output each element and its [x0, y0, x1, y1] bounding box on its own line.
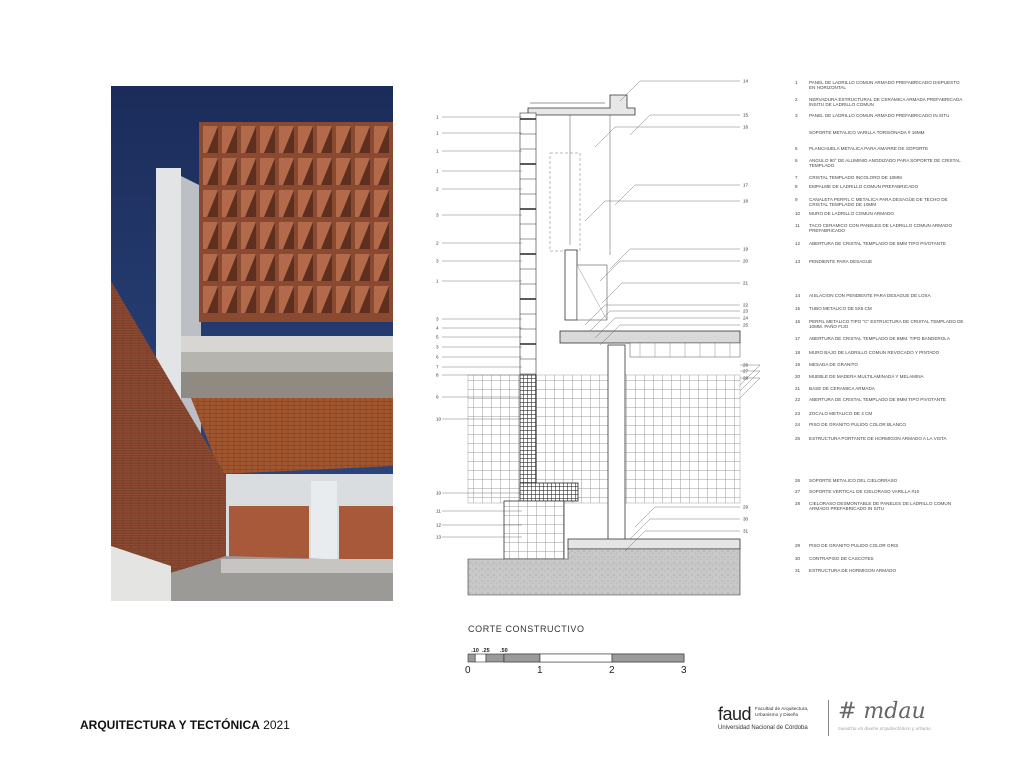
legend-number: 5	[795, 146, 798, 151]
scale-bar	[460, 644, 692, 684]
right-callout-number: 14	[743, 78, 749, 84]
scale-main-label: 0	[465, 665, 471, 676]
legend-text: CONTRAPISO DE CASCOTES	[809, 556, 874, 561]
left-callout-number: 12	[436, 522, 442, 528]
legend-item	[795, 211, 965, 216]
left-callout-number: 1	[436, 168, 439, 174]
legend-number: 29	[795, 543, 801, 548]
legend-number: 16	[795, 319, 801, 324]
legend-text: NERVADURA ESTRUCTURAL DE CERÁMICA ARMADA PREFABRICADA INSITU DE LADRILLO COMUN	[809, 97, 963, 108]
legend-item	[795, 146, 965, 151]
legend-list	[795, 80, 965, 580]
logo-divider	[828, 700, 829, 736]
right-callout-number: 25	[743, 322, 749, 328]
right-callout-line	[620, 81, 740, 101]
legend-number: 6	[795, 158, 798, 163]
right-callout-line	[595, 127, 740, 147]
right-callout-number: 30	[743, 516, 749, 522]
footer-title-year: 2021	[263, 718, 290, 732]
faud-subtitle-line-2: Urbanismo y Diseño	[755, 712, 799, 718]
legend-number: 31	[795, 568, 801, 573]
legend-number: 11	[795, 223, 800, 228]
legend-number: 22	[795, 397, 801, 402]
legend-item	[795, 350, 965, 355]
legend-text: MUEBLE DE MADERA MULTILAMINADA Y MELAMINA	[809, 374, 924, 379]
legend-item	[795, 293, 965, 298]
left-callout-number: 3	[436, 344, 439, 350]
legend-text: ESTRUCTURA DE HORMIGON ARMADO	[809, 568, 897, 573]
left-callout-number: 11	[436, 508, 441, 514]
legend-item	[795, 184, 965, 189]
left-callout-number: 2	[436, 240, 439, 246]
legend-number: 21	[795, 386, 801, 391]
left-callout-number: 2	[436, 186, 439, 192]
legend-item	[795, 543, 965, 548]
right-callout-number: 22	[743, 302, 749, 308]
legend-item	[795, 197, 965, 207]
legend-item	[795, 336, 965, 341]
legend-text: MESADA DE GRANITO	[809, 362, 858, 367]
left-callout-number: 13	[436, 534, 442, 540]
legend-text: PANEL DE LADRILLO COMUN ARMADO PREFABRICADO DISPUESTO EN HORIZONTAL	[809, 80, 960, 91]
legend-text: ESTRUCTURA PORTANTE DE HORMIGON ARMADO A LA VISTA	[809, 436, 947, 441]
left-callout-number: 5	[436, 334, 439, 340]
left-callout-number: 3	[436, 258, 439, 264]
legend-text: PANEL DE LADRILLO COMUN ARMADO PREFABRICADO IN SITU	[809, 113, 950, 118]
faud-subtitle-line-1: Facultad de Arquitectura,	[755, 707, 809, 712]
right-callout-number: 18	[743, 198, 749, 204]
right-callout-number: 26	[743, 362, 749, 368]
legend-item	[795, 80, 965, 90]
legend-item	[795, 436, 965, 441]
left-callout-number: 3	[436, 212, 439, 218]
right-callout-number: 19	[743, 246, 749, 252]
legend-text: PISO DE GRANITO PULIDO COLOR GRIS	[809, 543, 899, 548]
right-callout-line	[600, 261, 740, 281]
legend-item	[795, 568, 965, 573]
left-callout-number: 9	[436, 394, 439, 400]
legend-item	[795, 175, 965, 180]
legend-item	[795, 397, 965, 402]
legend-number: 17	[795, 336, 801, 341]
legend-text: AISLACION CON PENDIENTE PARA DESAGUE DE LOSA	[809, 293, 931, 298]
legend-text: TACO CERAMICO CON PANELES DE LADRILLO COMUN ARMADO PREFABRICADO	[809, 223, 953, 234]
right-callout-line	[630, 115, 740, 135]
legend-number: 26	[795, 478, 801, 483]
faud-wordmark: faud	[718, 704, 752, 724]
legend-item	[795, 501, 965, 511]
legend-item	[795, 130, 965, 135]
legend-number: 1	[795, 80, 798, 85]
legend-number: 20	[795, 374, 801, 379]
right-callout-line	[635, 507, 740, 527]
construction-section-drawing	[420, 75, 765, 605]
right-callout-line	[630, 519, 740, 539]
legend-text: EMPALME DE LADRILLO COMUN PREFABRICADO	[809, 184, 919, 189]
right-callout-number: 23	[743, 308, 749, 314]
building-photo	[111, 86, 393, 601]
legend-number: 19	[795, 362, 801, 367]
right-callout-number: 31	[743, 528, 749, 534]
legend-text: CIELORASO DESMONTABLE DE PANELES DE LADRILLO COMUN ARMADO PREFABRICADO IN SITU	[809, 501, 952, 512]
legend-number: 24	[795, 422, 801, 427]
right-callout-line	[615, 185, 740, 205]
scale-main-label: 2	[609, 665, 615, 676]
legend-item	[795, 158, 965, 168]
legend-number: 2	[795, 97, 798, 102]
left-callout-number: 4	[436, 325, 439, 331]
legend-number: 12	[795, 241, 801, 246]
left-callout-number: 7	[436, 364, 439, 370]
legend-text: PISO DE GRANITO PULIDO COLOR BLANCO	[809, 422, 906, 427]
right-callout-number: 29	[743, 504, 749, 510]
right-callout-line	[585, 201, 740, 221]
faud-logo	[718, 705, 823, 737]
legend-text: PERFIL METALICO TIPO "C" ESTRUCTURA DE CRISTAL TEMPLADO DE 10MM. PAÑO FIJO	[809, 319, 964, 330]
legend-number: 7	[795, 175, 798, 180]
faud-university: Universidad Nacional de Córdoba	[718, 725, 808, 731]
legend-text: PLANCHUELA METALICA PARA AMARRE DE SOPORTE	[809, 146, 929, 151]
left-callout-number: 1	[436, 130, 439, 136]
left-callout-number: 1	[436, 148, 439, 154]
legend-text: SOPORTE METALICO VARILLA TORSIONADA # 16MM	[809, 130, 925, 135]
right-callout-number: 27	[743, 368, 749, 374]
legend-number: 30	[795, 556, 801, 561]
legend-number	[795, 130, 809, 135]
legend-text: TUBO METALICO DE 5X5 CM	[809, 306, 872, 311]
scale-fine-label: .50	[500, 648, 508, 654]
left-callout-number: 10	[436, 490, 442, 496]
right-callout-line	[602, 283, 740, 303]
legend-item	[795, 319, 965, 329]
legend-text: ABERTURA DE CRISTAL TEMPLADO DE 8MM TIPO PIVOTANTE	[809, 241, 946, 246]
legend-number: 15	[795, 306, 801, 311]
legend-item	[795, 306, 965, 311]
right-callout-number: 20	[743, 258, 749, 264]
legend-number: 27	[795, 489, 801, 494]
left-callout-number: 1	[436, 114, 439, 120]
right-callout-number: 24	[743, 315, 749, 321]
legend-number: 25	[795, 436, 801, 441]
legend-text: ANGULO 90° DE ALUMINIO ANODIZADO PARA SOPORTE DE CRISTAL TEMPLADO	[809, 158, 961, 169]
legend-number: 23	[795, 411, 801, 416]
legend-text: ABERTURA DE CRISTAL TEMPLADO DE 8MM TIPO PIVOTANTE	[809, 397, 946, 402]
legend-item	[795, 241, 965, 246]
legend-item	[795, 223, 965, 233]
legend-text: SOPORTE METALICO DEL CIELORRASO	[809, 478, 898, 483]
right-callout-number: 15	[743, 112, 749, 118]
legend-item	[795, 386, 965, 391]
legend-text: CRISTAL TEMPLADO INCOLORO DE 10MM	[809, 175, 902, 180]
scale-fine-label: .25	[482, 648, 490, 654]
legend-item	[795, 489, 965, 494]
drawing-caption: CORTE CONSTRUCTIVO	[468, 624, 585, 634]
legend-text: MURO DE LADRILLO COMUN ARMADO	[809, 211, 894, 216]
legend-text: MURO BAJO DE LADRILLO COMUN REVOCADO Y PINTADO	[809, 350, 940, 355]
left-callout-number: 3	[436, 316, 439, 322]
mdau-logo: # mdau	[838, 699, 926, 724]
legend-text: PENDIENTE PARA DESAGUE	[809, 259, 873, 264]
legend-item	[795, 259, 965, 264]
scale-main-label: 3	[681, 665, 687, 676]
right-callout-line	[610, 249, 740, 269]
right-callout-line	[585, 305, 740, 325]
legend-item	[795, 556, 965, 561]
right-callout-line	[590, 311, 740, 331]
legend-text: SOPORTE VERTICAL DE CIELORASO VARILLA #10	[809, 489, 920, 494]
legend-text: ZOCALO METALICO DE 4 CM	[809, 411, 873, 416]
right-callout-number: 28	[743, 375, 749, 381]
legend-number: 28	[795, 501, 801, 506]
scale-fine-label: .10	[471, 648, 479, 654]
faud-subtitle	[755, 707, 808, 737]
footer-title-main: ARQUITECTURA Y TECTÓNICA	[80, 718, 260, 732]
legend-item	[795, 97, 965, 107]
left-callout-number: 1	[436, 278, 439, 284]
right-callout-number: 21	[743, 280, 749, 286]
legend-item	[795, 362, 965, 367]
legend-item	[795, 478, 965, 483]
legend-item	[795, 422, 965, 427]
mdau-subtitle: maestría en diseño arquitectónico y urbano	[838, 726, 931, 731]
legend-text: ABERTURA DE CRISTAL TEMPLADO DE 8MM. TIPO BANDEROLA	[809, 336, 950, 341]
legend-number: 3	[795, 113, 798, 118]
legend-number: 8	[795, 184, 798, 189]
legend-item	[795, 113, 965, 118]
left-callout-number: 10	[436, 416, 442, 422]
legend-number: 13	[795, 259, 801, 264]
legend-number: 14	[795, 293, 801, 298]
footer-title	[80, 718, 290, 732]
legend-text: CANALETA PERFIL C METALICA PARA DESAGÜE DE TECHO DE CRISTAL TEMPLADO DE 10MM	[809, 197, 948, 208]
legend-number: 9	[795, 197, 798, 202]
left-callout-number: 8	[436, 372, 439, 378]
left-callout-number: 6	[436, 354, 439, 360]
right-callout-number: 16	[743, 124, 749, 130]
scale-main-label: 1	[537, 665, 543, 676]
legend-number: 10	[795, 211, 801, 216]
legend-item	[795, 374, 965, 379]
legend-item	[795, 411, 965, 416]
legend-text: BASE DE CERAMICA ARMADA	[809, 386, 875, 391]
legend-number: 18	[795, 350, 801, 355]
right-callout-number: 17	[743, 182, 749, 188]
